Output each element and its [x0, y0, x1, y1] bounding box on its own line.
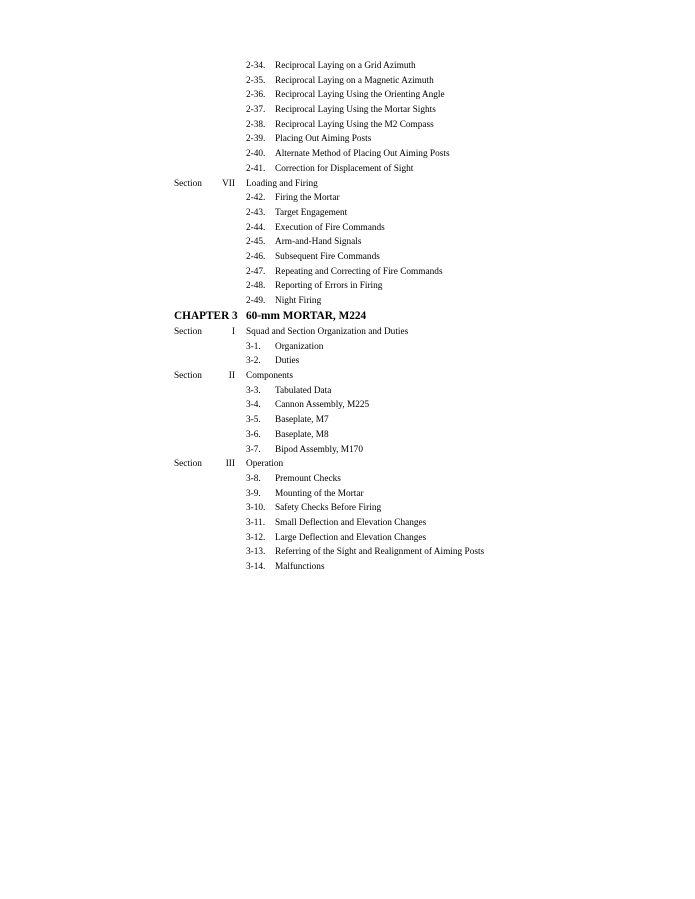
paragraph-title: Safety Checks Before Firing	[275, 503, 382, 513]
paragraph-title: Firing the Mortar	[275, 193, 340, 203]
paragraph-title: Repeating and Correcting of Fire Commands	[275, 267, 443, 277]
toc-entry	[0, 294, 695, 308]
paragraph-number: 2-44.	[246, 223, 266, 233]
paragraph-title: Reciprocal Laying Using the Orienting Angle	[275, 90, 445, 100]
paragraph-number: 3-12.	[246, 533, 266, 543]
toc-entry	[0, 250, 695, 264]
paragraph-title: Placing Out Aiming Posts	[275, 134, 372, 144]
paragraph-title: Large Deflection and Elevation Changes	[275, 533, 427, 543]
paragraph-number: 3-4.	[246, 400, 261, 410]
paragraph-title: Subsequent Fire Commands	[275, 252, 380, 262]
paragraph-number: 3-10.	[246, 503, 266, 513]
paragraph-title: Alternate Method of Placing Out Aiming Posts	[275, 149, 450, 159]
toc-entry	[0, 88, 695, 102]
paragraph-number: 2-49.	[246, 296, 266, 306]
toc-entry	[0, 118, 695, 132]
section-number: VII	[222, 179, 235, 189]
toc-entry	[0, 443, 695, 457]
paragraph-number: 3-3.	[246, 386, 261, 396]
section-heading	[0, 177, 695, 191]
section-heading	[0, 325, 695, 339]
toc-entry	[0, 472, 695, 486]
toc-entry	[0, 398, 695, 412]
toc-entry	[0, 279, 695, 293]
section-title: Loading and Firing	[246, 179, 318, 189]
paragraph-title: Target Engagement	[275, 208, 348, 218]
paragraph-title: Baseplate, M8	[275, 430, 329, 440]
toc-entry	[0, 235, 695, 249]
paragraph-number: 3-9.	[246, 489, 261, 499]
paragraph-number: 3-7.	[246, 445, 261, 455]
section-number: III	[225, 459, 235, 469]
toc-entry	[0, 132, 695, 146]
paragraph-number: 2-37.	[246, 105, 266, 115]
paragraph-title: Small Deflection and Elevation Changes	[275, 518, 427, 528]
paragraph-number: 3-8.	[246, 474, 261, 484]
paragraph-title: Arm-and-Hand Signals	[275, 237, 362, 247]
paragraph-number: 2-40.	[246, 149, 266, 159]
paragraph-title: Duties	[275, 356, 300, 366]
paragraph-number: 2-36.	[246, 90, 266, 100]
paragraph-title: Organization	[275, 342, 324, 352]
paragraph-title: Bipod Assembly, M170	[275, 445, 363, 455]
toc-entry	[0, 265, 695, 279]
paragraph-title: Reciprocal Laying on a Grid Azimuth	[275, 61, 416, 71]
toc-entry	[0, 162, 695, 176]
paragraph-title: Malfunctions	[275, 562, 325, 572]
paragraph-title: Reciprocal Laying Using the M2 Compass	[275, 120, 434, 130]
paragraph-title: Referring of the Sight and Realignment of Aiming Posts	[275, 547, 485, 557]
paragraph-number: 2-39.	[246, 134, 266, 144]
section-title: Components	[246, 371, 294, 381]
chapter-label: CHAPTER 3	[174, 310, 238, 322]
toc-entry	[0, 340, 695, 354]
section-number: I	[231, 327, 235, 337]
paragraph-number: 2-47.	[246, 267, 266, 277]
paragraph-number: 2-48.	[246, 281, 266, 291]
chapter-heading	[0, 308, 695, 324]
toc-entry	[0, 545, 695, 559]
section-title: Squad and Section Organization and Duties	[246, 327, 409, 337]
paragraph-number: 3-1.	[246, 342, 261, 352]
toc-entry	[0, 354, 695, 368]
paragraph-number: 3-5.	[246, 415, 261, 425]
paragraph-number: 2-34.	[246, 61, 266, 71]
paragraph-number: 2-35.	[246, 76, 266, 86]
paragraph-title: Reciprocal Laying on a Magnetic Azimuth	[275, 76, 434, 86]
toc-entry	[0, 531, 695, 545]
paragraph-title: Baseplate, M7	[275, 415, 329, 425]
paragraph-title: Reciprocal Laying Using the Mortar Sights	[275, 105, 436, 115]
chapter-title: 60-mm MORTAR, M224	[246, 310, 367, 322]
paragraph-title: Execution of Fire Commands	[275, 223, 385, 233]
toc-entry	[0, 59, 695, 73]
section-label: Section	[174, 371, 202, 381]
section-title: Operation	[246, 459, 284, 469]
paragraph-title: Night Firing	[275, 296, 322, 306]
paragraph-number: 3-11.	[246, 518, 266, 528]
paragraph-title: Tabulated Data	[275, 386, 332, 396]
section-label: Section	[174, 459, 202, 469]
paragraph-number: 2-46.	[246, 252, 266, 262]
toc-entry	[0, 428, 695, 442]
section-heading	[0, 369, 695, 383]
toc-entry	[0, 516, 695, 530]
toc-entry	[0, 560, 695, 574]
section-label: Section	[174, 327, 202, 337]
paragraph-title: Reporting of Errors in Firing	[275, 281, 383, 291]
paragraph-title: Premount Checks	[275, 474, 341, 484]
toc-entry	[0, 221, 695, 235]
toc-entry	[0, 206, 695, 220]
toc-entry	[0, 191, 695, 205]
toc-entry	[0, 384, 695, 398]
toc-entry	[0, 501, 695, 515]
paragraph-title: Cannon Assembly, M225	[275, 400, 370, 410]
paragraph-number: 3-2.	[246, 356, 261, 366]
section-number: II	[228, 371, 235, 381]
toc-entry	[0, 103, 695, 117]
toc-entry	[0, 487, 695, 501]
paragraph-number: 2-45.	[246, 237, 266, 247]
paragraph-title: Mounting of the Mortar	[275, 489, 364, 499]
toc-entry	[0, 147, 695, 161]
paragraph-number: 2-42.	[246, 193, 266, 203]
paragraph-title: Correction for Displacement of Sight	[275, 164, 414, 174]
paragraph-number: 2-38.	[246, 120, 266, 130]
toc-entry	[0, 74, 695, 88]
toc-entry	[0, 413, 695, 427]
paragraph-number: 3-6.	[246, 430, 261, 440]
paragraph-number: 3-14.	[246, 562, 266, 572]
paragraph-number: 2-41.	[246, 164, 266, 174]
paragraph-number: 3-13.	[246, 547, 266, 557]
section-heading	[0, 457, 695, 471]
section-label: Section	[174, 179, 202, 189]
paragraph-number: 2-43.	[246, 208, 266, 218]
